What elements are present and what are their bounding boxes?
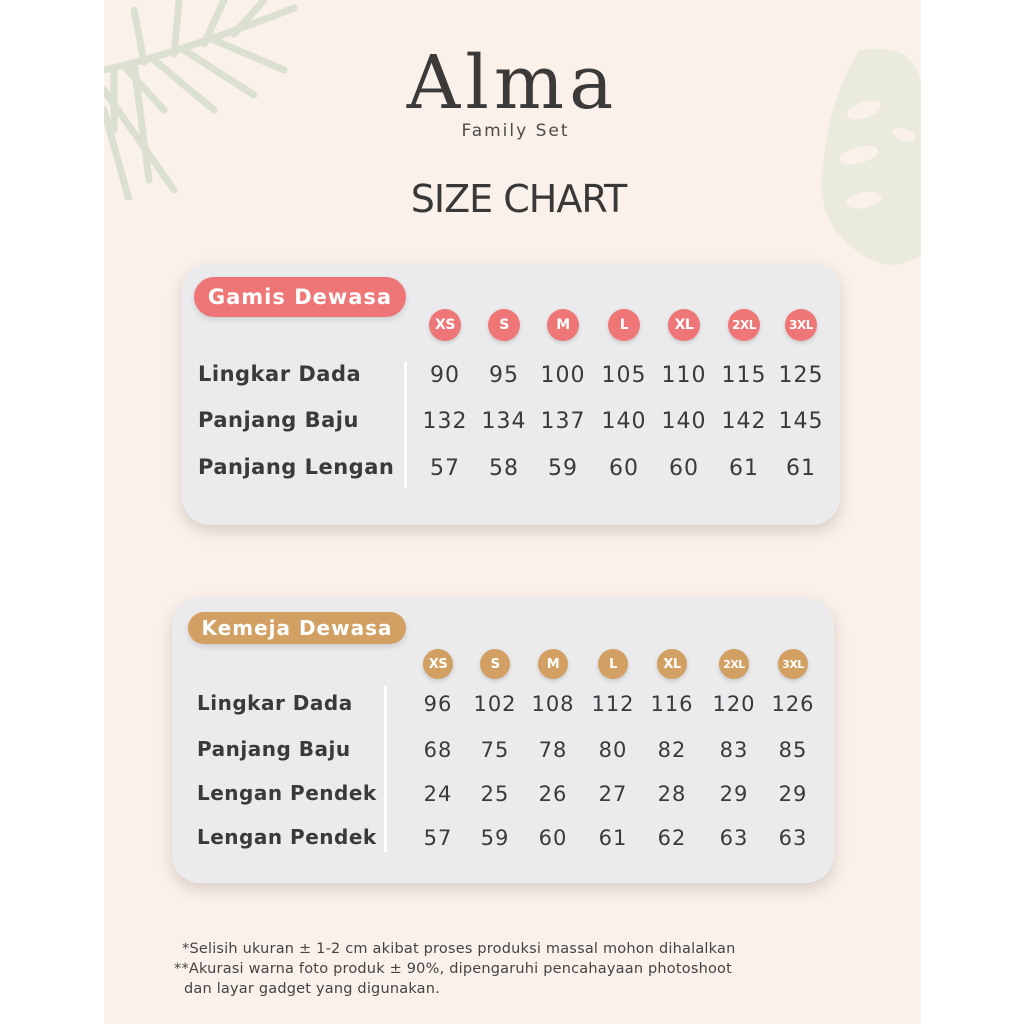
gamis-value-cell: 110 — [661, 363, 707, 388]
gamis-value-cell: 105 — [601, 363, 647, 388]
gamis-value-cell: 60 — [609, 456, 639, 481]
kemeja-value-cell: 102 — [473, 692, 517, 716]
gamis-value-cell: 60 — [669, 456, 699, 481]
kemeja-value-cell: 63 — [778, 826, 808, 850]
kemeja-value-cell: 25 — [480, 782, 510, 806]
kemeja-value-cell: 62 — [657, 826, 687, 850]
kemeja-value-cell: 82 — [657, 738, 687, 762]
gamis-value-cell: 61 — [786, 456, 816, 481]
kemeja-row-label: Lingkar Dada — [197, 691, 353, 715]
kemeja-value-cell: 85 — [778, 738, 808, 762]
gamis-value-cell: 115 — [721, 363, 767, 388]
gamis-value-cell: 61 — [729, 456, 759, 481]
kemeja-value-cell: 29 — [719, 782, 749, 806]
kemeja-value-cell: 112 — [591, 692, 635, 716]
gamis-value-cell: 59 — [548, 456, 578, 481]
kemeja-value-cell: 60 — [538, 826, 568, 850]
kemeja-value-cell: 28 — [657, 782, 687, 806]
gamis-row-label: Lingkar Dada — [198, 362, 362, 386]
kemeja-value-cell: 68 — [423, 738, 453, 762]
kemeja-value-cell: 61 — [598, 826, 628, 850]
kemeja-size-badge-xs: XS — [423, 649, 453, 679]
gamis-size-badge-3xl: 3XL — [785, 309, 817, 341]
gamis-divider — [404, 362, 407, 488]
kemeja-size-badge-3xl: 3XL — [778, 649, 808, 679]
kemeja-value-cell: 78 — [538, 738, 568, 762]
gamis-size-badge-m: M — [547, 309, 579, 341]
gamis-value-cell: 142 — [721, 409, 767, 434]
kemeja-row-label: Panjang Baju — [197, 737, 351, 761]
gamis-value-cell: 100 — [540, 363, 586, 388]
gamis-row-label: Panjang Baju — [198, 408, 359, 432]
gamis-value-cell: 90 — [430, 363, 460, 388]
gamis-value-cell: 137 — [540, 409, 586, 434]
kemeja-value-cell: 59 — [480, 826, 510, 850]
kemeja-value-cell: 29 — [778, 782, 808, 806]
footnote-color-accuracy-cont: dan layar gadget yang digunakan. — [184, 981, 440, 997]
gamis-value-cell: 125 — [778, 363, 824, 388]
gamis-size-badge-xs: XS — [429, 309, 461, 341]
gamis-size-badge-xl: XL — [668, 309, 700, 341]
kemeja-value-cell: 63 — [719, 826, 749, 850]
gamis-value-cell: 58 — [489, 456, 519, 481]
kemeja-value-cell: 75 — [480, 738, 510, 762]
kemeja-card-title: Kemeja Dewasa — [188, 612, 406, 644]
kemeja-value-cell: 96 — [423, 692, 453, 716]
kemeja-size-badge-2xl: 2XL — [719, 649, 749, 679]
kemeja-value-cell: 26 — [538, 782, 568, 806]
kemeja-value-cell: 116 — [650, 692, 694, 716]
kemeja-value-cell: 57 — [423, 826, 453, 850]
footnote-color-accuracy: **Akurasi warna foto produk ± 90%, dipengaruhi pencahayaan photoshoot — [174, 961, 733, 977]
kemeja-value-cell: 24 — [423, 782, 453, 806]
gamis-value-cell: 145 — [778, 409, 824, 434]
gamis-value-cell: 134 — [481, 409, 527, 434]
brand-subtitle: Family Set — [461, 121, 570, 141]
gamis-size-badge-l: L — [608, 309, 640, 341]
gamis-value-cell: 57 — [430, 456, 460, 481]
kemeja-row-label: Lengan Pendek — [197, 825, 377, 849]
gamis-value-cell: 95 — [489, 363, 519, 388]
kemeja-divider — [384, 686, 387, 852]
kemeja-value-cell: 120 — [712, 692, 756, 716]
gamis-value-cell: 140 — [661, 409, 707, 434]
kemeja-value-cell: 126 — [771, 692, 815, 716]
gamis-size-badge-s: S — [488, 309, 520, 341]
kemeja-size-badge-s: S — [480, 649, 510, 679]
gamis-card-title: Gamis Dewasa — [194, 277, 406, 317]
kemeja-value-cell: 83 — [719, 738, 749, 762]
kemeja-size-badge-l: L — [598, 649, 628, 679]
kemeja-value-cell: 80 — [598, 738, 628, 762]
kemeja-value-cell: 27 — [598, 782, 628, 806]
gamis-row-label: Panjang Lengan — [198, 455, 395, 479]
brand-logo: Alma — [406, 40, 619, 126]
kemeja-row-label: Lengan Pendek — [197, 781, 377, 805]
gamis-value-cell: 132 — [422, 409, 468, 434]
size-chart-poster — [104, 0, 921, 1024]
kemeja-size-badge-m: M — [538, 649, 568, 679]
gamis-size-badge-2xl: 2XL — [728, 309, 760, 341]
kemeja-size-badge-xl: XL — [657, 649, 687, 679]
page-title: SIZE CHART — [410, 177, 627, 221]
kemeja-value-cell: 108 — [531, 692, 575, 716]
gamis-value-cell: 140 — [601, 409, 647, 434]
footnote-tolerance: *Selisih ukuran ± 1-2 cm akibat proses produksi massal mohon dihalalkan — [182, 941, 736, 957]
